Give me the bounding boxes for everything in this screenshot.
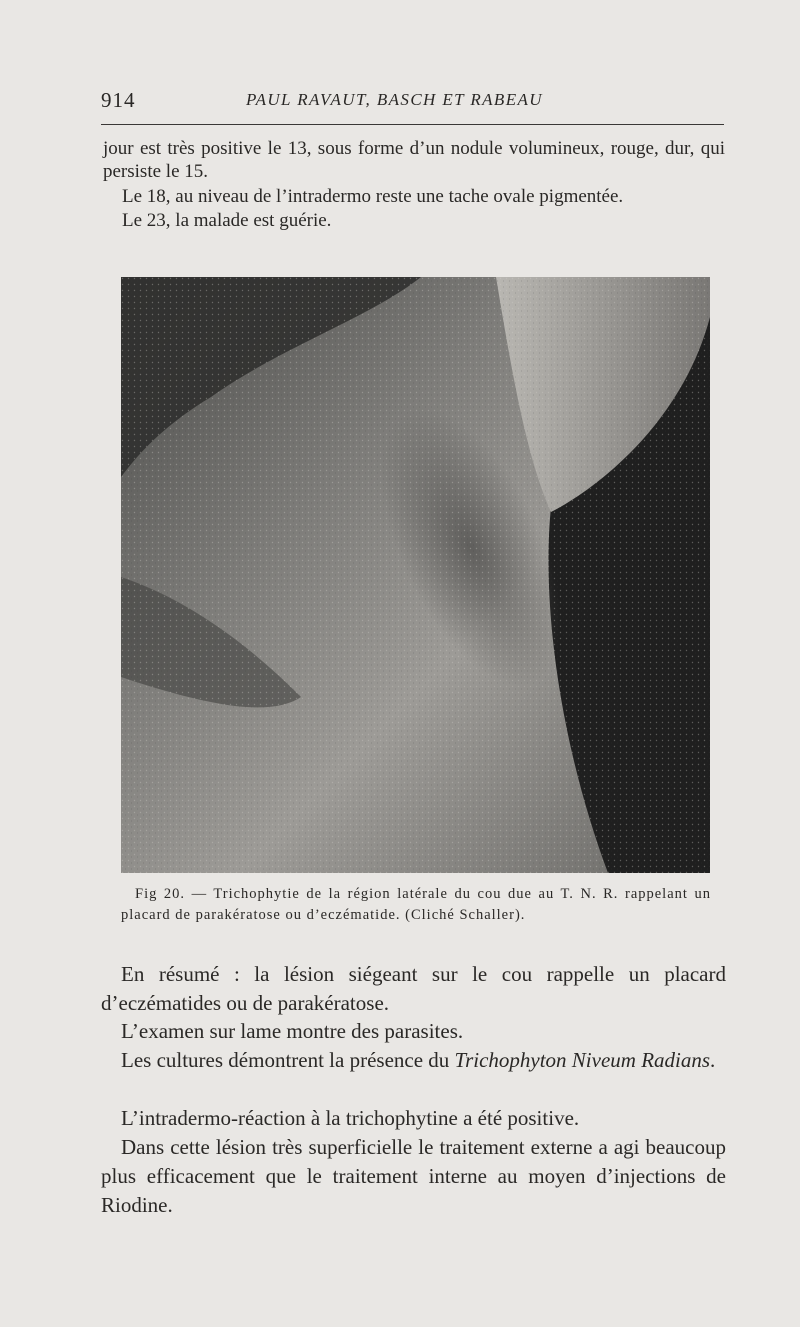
paragraph-summary: En résumé : la lésion siégeant sur le cou rappelle un placard d’eczématides ou de parakératose.	[101, 962, 726, 1015]
photograph-illustration	[121, 277, 710, 873]
paragraph-cultures	[101, 1046, 726, 1075]
figure-caption	[121, 884, 711, 926]
paragraph-pigmented-spot: Le 18, au niveau de l’intradermo reste une tache ovale pigmentée.	[122, 186, 624, 207]
cultures-end: .	[710, 1048, 716, 1072]
cultures-text: Les cultures démontrent la présence du	[121, 1048, 455, 1072]
page-header	[101, 86, 723, 116]
neck-lesion-photograph	[121, 277, 710, 873]
header-rule	[101, 124, 724, 125]
page-number: 914	[101, 88, 136, 112]
species-name: Trichophyton Niveum Radians	[454, 1048, 711, 1072]
paragraph-healed: Le 23, la malade est guérie.	[122, 210, 332, 231]
figure-caption-text: Fig 20. — Trichophytie de la région latérale du cou due au T. N. R. rappelant un placard de parakératose ou d’eczématide. (Cliché Schaller).	[121, 886, 711, 923]
paragraph-treatment: Dans cette lésion très superficielle le traitement externe a agi beaucoup plus efficacement que le traitement interne au moyen d’injections de Riodine.	[101, 1135, 726, 1217]
paragraph-slide-exam: L’examen sur lame montre des parasites.	[121, 1019, 464, 1043]
paragraph-continued: jour est très positive le 13, sous forme d’un nodule volumineux, rouge, dur, qui persiste le 15.	[103, 138, 725, 182]
running-head: PAUL RAVAUT, BASCH ET RABEAU	[246, 90, 543, 109]
paragraph-intradermo: L’intradermo-réaction à la trichophytine a été positive.	[121, 1106, 580, 1130]
